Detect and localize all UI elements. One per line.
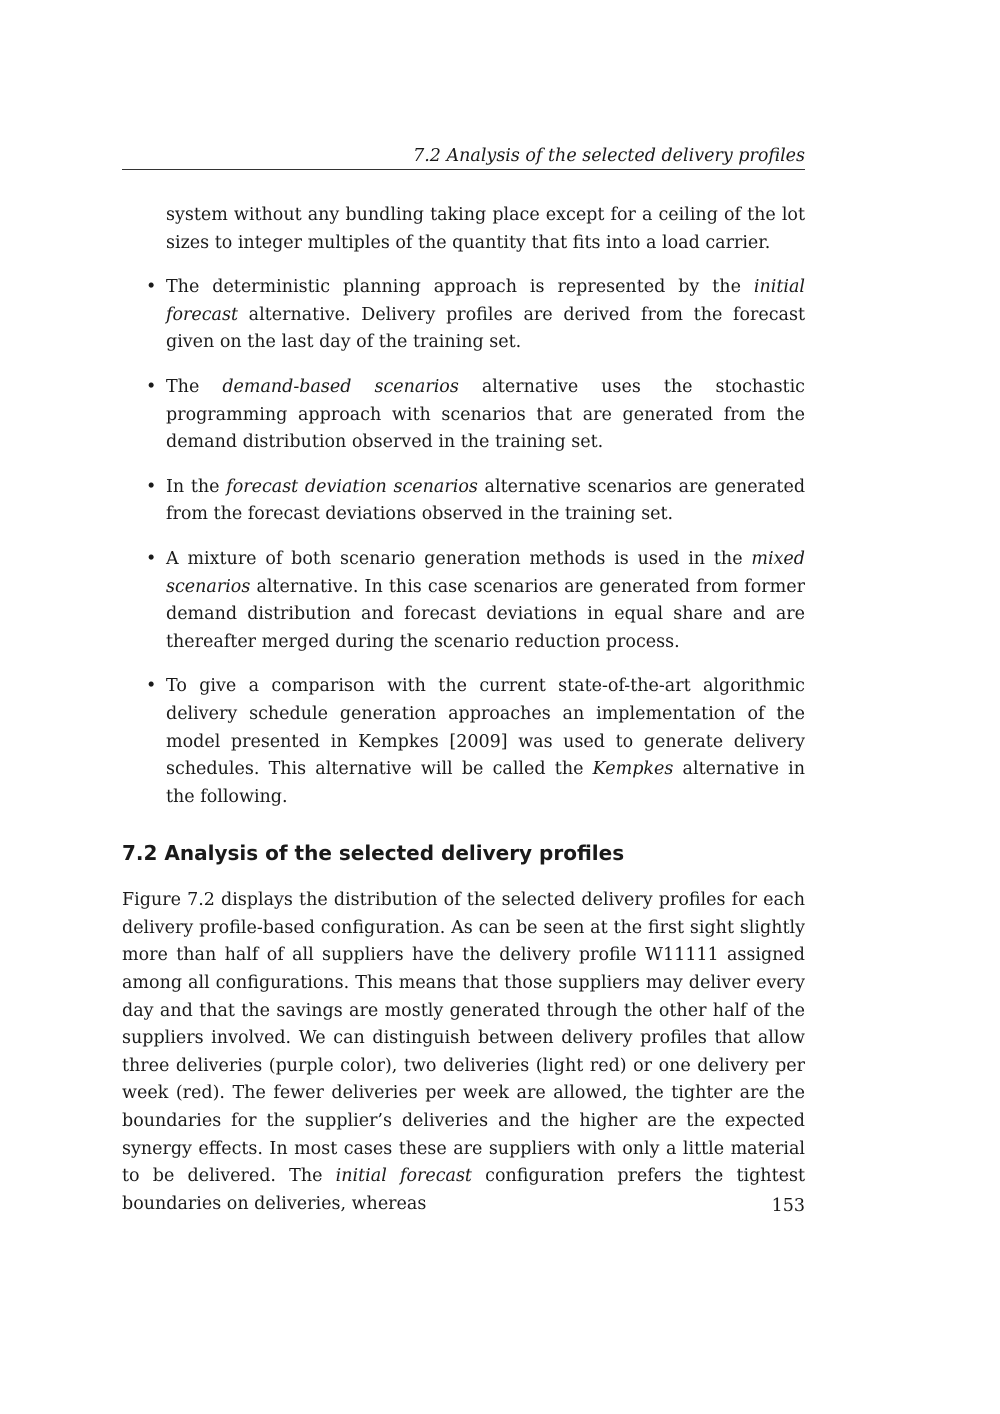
list-item-text: In the	[166, 476, 227, 497]
continuation-paragraph: system without any bundling taking place except for a ceiling of the lot sizes to integer multiples of the quantity that fits into a load carrier.	[166, 205, 805, 253]
list-item-text: A mixture of both scenario generation methods is used in the	[166, 548, 752, 569]
list-item-text: The	[166, 376, 223, 397]
list-item-text: alternative. Delivery profiles are derived from the forecast given on the last day of the training set.	[166, 304, 805, 353]
list-item-emphasis: forecast deviation scenarios	[226, 476, 478, 497]
list-item	[122, 474, 805, 529]
list-item-emphasis: demand-based scenarios	[222, 376, 459, 397]
list-item-emphasis: Kempkes	[592, 759, 674, 780]
list-item-text: alternative scenarios are generated from the forecast deviations observed in the training set.	[166, 476, 806, 525]
list-item-text: alternative in the following.	[166, 759, 805, 807]
paragraph-text: configuration prefers the tightest boundaries on deliveries, whereas	[122, 1166, 805, 1214]
running-header: 7.2 Analysis of the selected delivery profiles	[413, 146, 805, 166]
paragraph-emphasis: initial forecast	[335, 1166, 472, 1187]
paragraph-text: Figure 7.2 displays the distribution of the selected delivery profiles for each delivery profile-based configuration. As can be seen at the first sight slightly more than half of all suppliers have the delivery profile W11111 assigned among all configurations. This means that those suppliers may deliver every day and that the savings are mostly generated through the other half of the suppliers involved. We can distinguish between delivery profiles that allow three deliveries (purple color), two deliveries (light red) or one delivery per week (red). The fewer deliveries per week are allowed, the tighter are the boundaries for the supplier’s deliveries and the higher are the expected synergy effects. In most cases these are suppliers with only a little material to be delivered. The	[122, 890, 805, 1187]
list-item-text: The deterministic planning approach is represented by the	[166, 277, 754, 298]
list-item	[122, 374, 805, 457]
list-item-text: To give a comparison with the current state-of-the-art algorithmic delivery schedule generation approaches an implementation of the model presented in Kempkes [2009] was used to generate delivery schedules. This alternative will be called the	[166, 676, 805, 780]
list-item	[122, 274, 805, 357]
list-item-text: alternative. In this case scenarios are generated from former demand distribution and forecast deviations in equal share and are thereafter merged during the scenario reduction process.	[166, 576, 805, 652]
section-heading: 7.2 Analysis of the selected delivery profiles	[122, 841, 625, 866]
alternatives-list	[122, 274, 805, 811]
page-number: 153	[771, 1196, 805, 1216]
list-item-emphasis: initial forecast	[166, 277, 805, 325]
section-paragraph	[122, 887, 805, 1218]
list-item	[122, 673, 805, 811]
list-item-text: alternative uses the stochastic programming approach with scenarios that are generated from the demand distribution observed in the training set.	[166, 376, 805, 453]
list-item	[122, 546, 805, 656]
header-rule	[122, 169, 805, 170]
body-text	[122, 202, 805, 1218]
list-item-emphasis: mixed scenarios	[166, 548, 805, 597]
